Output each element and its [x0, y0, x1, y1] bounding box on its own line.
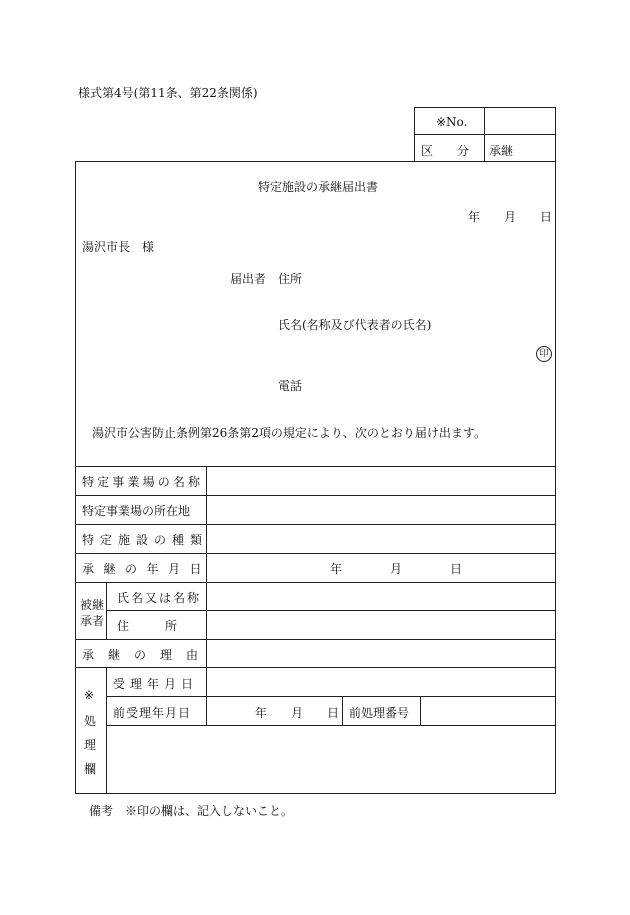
address-label: 住所	[278, 272, 303, 286]
previous-received-date-value: 年 月 日	[255, 706, 340, 720]
addressee: 湯沢市長 様	[82, 240, 155, 254]
body-text: 湯沢市公害防止条例第26条第2項の規定により、次のとおり届け出ます。	[92, 426, 486, 440]
office-use-char-3: 欄	[84, 762, 97, 776]
succession-reason-label: 承継の理由	[82, 648, 213, 662]
phone-label: 電話	[278, 379, 303, 393]
succession-date-value: 年 月 日	[330, 562, 463, 576]
applicant-label: 届出者	[230, 272, 267, 286]
seal-mark: 印	[536, 346, 552, 362]
form-title: 特定施設の承継届出書	[258, 180, 379, 194]
predecessor-address-label: 住 所	[117, 619, 178, 633]
business-location-label: 特定事業場の所在地	[82, 504, 191, 518]
office-use-char-1: 処	[84, 714, 97, 728]
kubun-value: 承継	[489, 144, 514, 158]
predecessor-label-bottom: 承者	[80, 614, 105, 628]
remarks: 備考 ※印の欄は、記入しないこと。	[89, 804, 294, 818]
form-number: 様式第4号(第11条、第22条関係)	[78, 86, 258, 100]
predecessor-name-label: 氏名又は名称	[117, 591, 202, 605]
name-label: 氏名(名称及び代表者の氏名)	[278, 318, 432, 332]
business-name-label: 特 定 事 業 場 の 名 称	[82, 475, 200, 489]
no-label: ※No.	[436, 115, 468, 129]
kubun-label: 区 分	[421, 144, 470, 158]
received-date-label: 受理年月日	[113, 677, 199, 691]
previous-number-label: 前処理番号	[349, 706, 410, 720]
office-use-mark: ※	[84, 688, 95, 702]
succession-date-label: 承継の年月日	[82, 562, 212, 576]
previous-received-date-label: 前受理年月日	[113, 706, 192, 720]
submission-date: 年 月 日	[468, 210, 553, 224]
facility-type-label: 特定施設の種類	[82, 533, 209, 547]
predecessor-label-top: 被継	[80, 598, 105, 612]
office-use-char-2: 理	[84, 738, 97, 752]
